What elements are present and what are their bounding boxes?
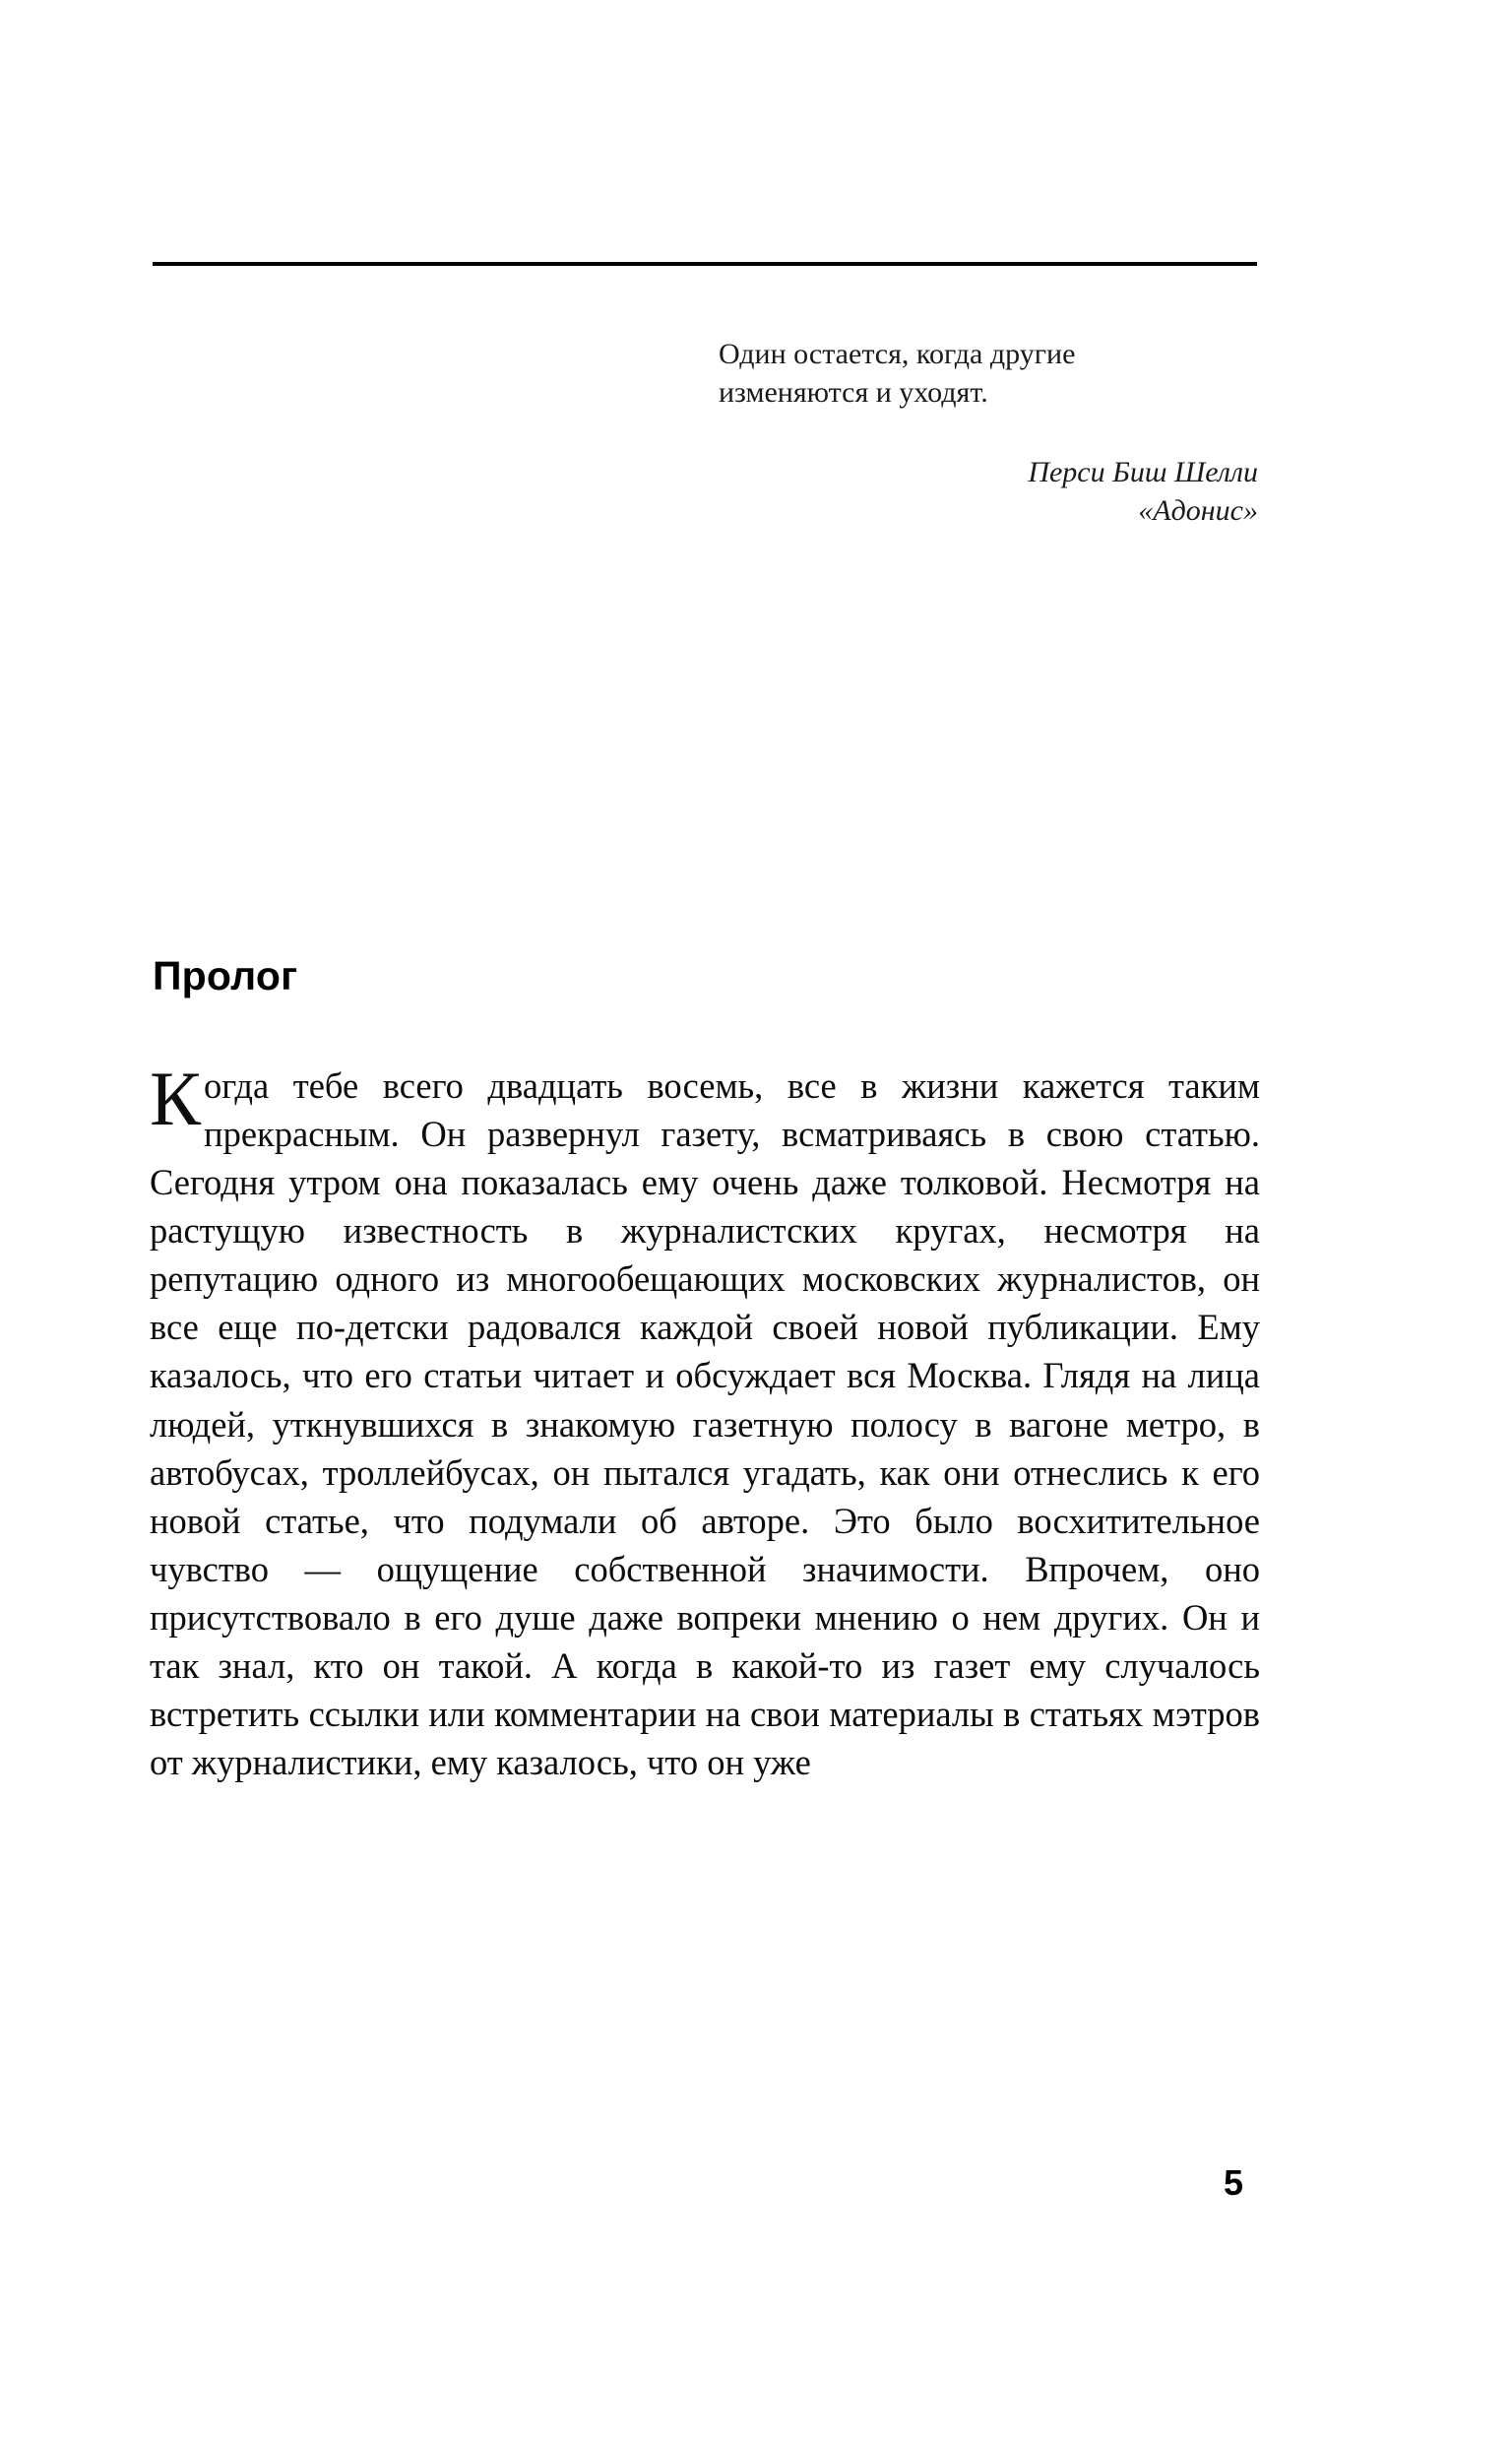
page-number: 5 <box>1224 2162 1244 2203</box>
drop-cap: К <box>150 1056 202 1141</box>
epigraph-attribution <box>719 453 1258 530</box>
epigraph-line-2: изменяются и уходят. <box>719 376 988 409</box>
epigraph-line-1: Один остается, когда другие <box>719 338 1076 370</box>
epigraph-author: Перси Биш Шелли <box>1028 456 1258 488</box>
epigraph-work: «Адонис» <box>1138 494 1258 527</box>
epigraph <box>719 335 1258 530</box>
body-text <box>150 1056 1260 1786</box>
section-heading: Пролог <box>153 953 298 998</box>
header-rule <box>153 262 1257 266</box>
body-paragraph: огда тебе всего двадцать восемь, все в жизни кажется таким прекрасным. Он развернул газету, всматриваясь в свою статью. Сегодня утром она показалась ему очень даже толковой. Несмотря на растущую известность в журналистских кругах, несмотря на репутацию одного из многообещающих московских журналистов, он все еще по-детски радовался каждой своей новой публикации. Ему казалось, что его статьи читает и обсуждает вся Москва. Глядя на лица людей, уткнувшихся в знакомую газетную полосу в вагоне метро, в автобусах, троллейбусах, он пытался угадать, как они отнеслись к его новой статье, что подумали об авторе. Это было восхитительное чувство — ощущение собственной значимости. Впрочем, оно присутствовало в его душе даже вопреки мнению о нем других. Он и так знал, кто он такой. А когда в какой-то из газет ему случалось встретить ссылки или комментарии на свои материалы в статьях мэтров от журналистики, ему казалось, что он уже <box>150 1065 1260 1783</box>
